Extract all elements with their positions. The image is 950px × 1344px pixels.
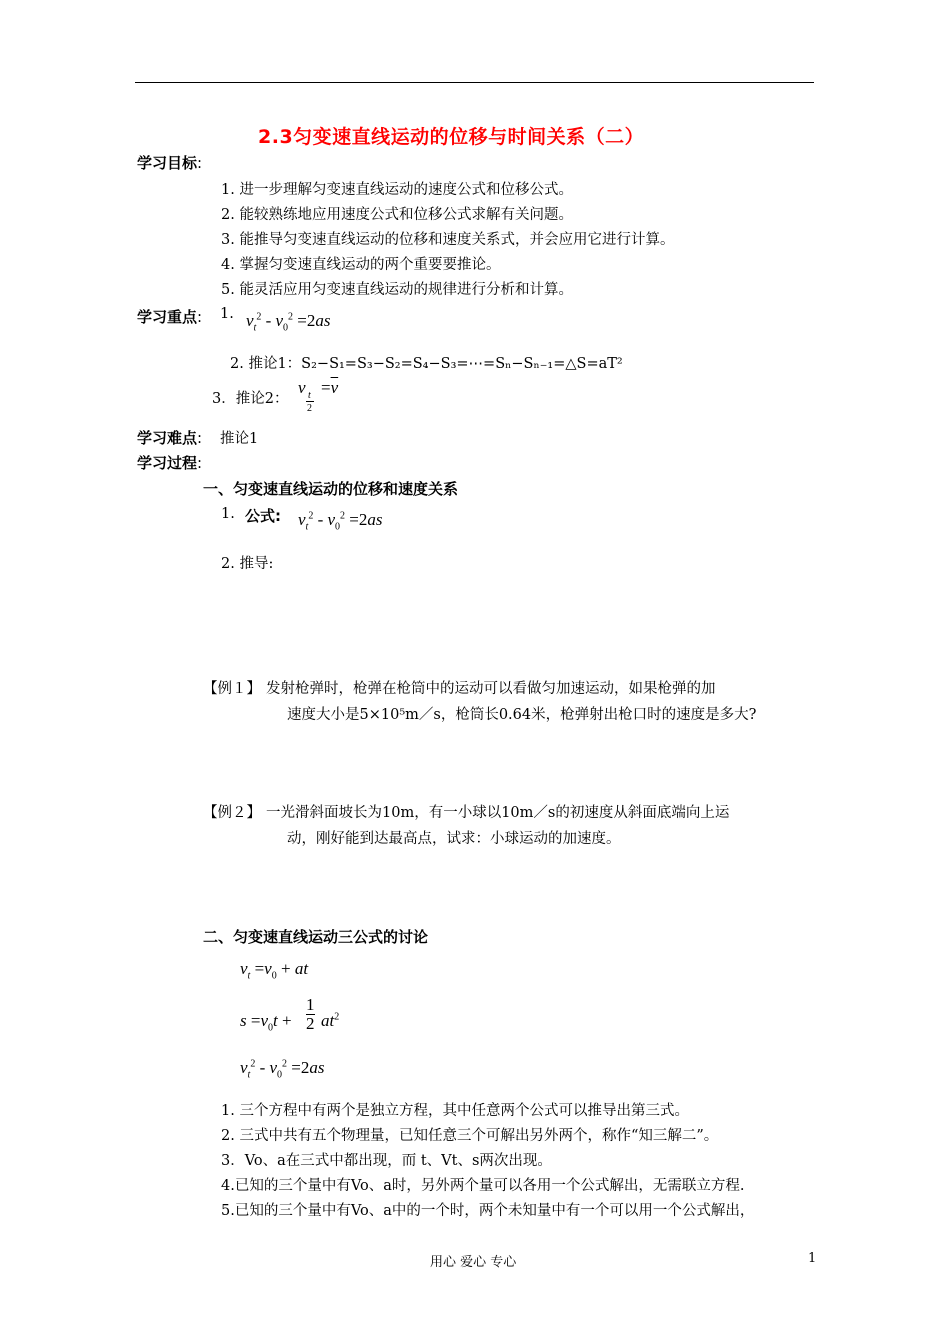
keypoint-1-formula: $v_t^2 - v_0^2 =2as$ [246, 311, 331, 334]
fraction-numerator: 1 [306, 995, 315, 1014]
section1-heading: 一、匀变速直线运动的位移和速度关系 [203, 480, 459, 498]
fraction-denominator: 2 [306, 1014, 315, 1033]
objectives-label: 学习目标 [137, 154, 198, 172]
keypoint-3-prefix: 3．推论2： [212, 391, 289, 407]
difficulty-colon: : [197, 429, 203, 447]
objective-item-4: 4. 掌握匀变速直线运动的两个重要要推论。 [221, 257, 501, 273]
example1-line2: 速度大小是5×10⁵m／s，枪筒长0.64米，枪弹射出枪口时的速度是多大? [287, 707, 757, 723]
process-heading [137, 452, 202, 473]
section1-item1-number: 1. [221, 506, 235, 522]
example2-line1: 一光滑斜面坡长为10m，有一小球以10m／s的初速度从斜面底端向上运 [266, 805, 730, 821]
keypoint-3-formula: v [298, 378, 306, 397]
section1-formula: $v_t^2 - v_0^2 =2as$ [298, 510, 383, 533]
discussion-point-2: 2. 三式中共有五个物理量，已知任意三个可解出另外两个，称作“知三解二”。 [221, 1128, 719, 1144]
keypoint-1-number: 1. [220, 306, 234, 322]
difficulty-label: 学习难点 [137, 429, 198, 447]
example2-line2: 动，刚好能到达最高点，试求：小球运动的加速度。 [287, 831, 621, 847]
process-colon: : [197, 454, 203, 472]
formula-displacement-tail: $at^2$ [321, 1011, 340, 1030]
discussion-point-1: 1. 三个方程中有两个是独立方程，其中任意两个公式可以推导出第三式。 [221, 1103, 689, 1119]
page-title: 2.3匀变速直线运动的位移与时间关系（二） [258, 126, 645, 148]
keypoint-2: 2. 推论1：S₂−S₁=S₃−S₂=S₄−S₃=⋯=Sₙ−Sₙ₋₁=△S=aT² [230, 356, 623, 372]
keypoint-3-subscript-t: t [308, 390, 311, 401]
header-rule [135, 82, 814, 83]
section1-formula-label: 公式: [245, 507, 281, 525]
example2-tag: 【例２】 [203, 805, 261, 821]
example1-line1: 发射枪弹时，枪弹在枪筒中的运动可以看做匀加速运动，如果枪弹的加 [266, 681, 716, 697]
keypoint-3-mean-v: $=\overline{v}$ [321, 378, 339, 397]
discussion-point-5: 5.已知的三个量中有Vo、a中的一个时，两个未知量中有一个可以用一个公式解出， [221, 1203, 755, 1219]
footer-page-number: 1 [808, 1251, 817, 1266]
keypoint-3-subscript-2: 2 [307, 403, 312, 414]
keypoints-label: 学习重点 [137, 308, 198, 326]
formula-displacement: $s =v_0t$ + [240, 1011, 292, 1034]
keypoint-3-fraction-bar [306, 401, 314, 402]
formula-velocity-displacement: $v_t^2 - v_0^2 =2as$ [240, 1058, 325, 1081]
discussion-point-3: 3．Vo、a在三式中都出现，而 t、Vt、s两次出现。 [221, 1153, 552, 1169]
keypoints-colon: : [197, 308, 203, 326]
objective-item-3: 3. 能推导匀变速直线运动的位移和速度关系式，并会应用它进行计算。 [221, 232, 675, 248]
difficulty-text: 推论1 [220, 431, 259, 447]
formula-displacement-fraction [306, 996, 315, 1033]
process-label: 学习过程 [137, 454, 198, 472]
discussion-point-4: 4.已知的三个量中有Vo、a时，另外两个量可以各用一个公式解出，无需联立方程. [221, 1178, 745, 1194]
difficulty-heading [137, 427, 202, 448]
objectives-heading [137, 152, 202, 173]
objective-item-5: 5. 能灵活应用匀变速直线运动的规律进行分析和计算。 [221, 282, 573, 298]
example1-tag: 【例１】 [203, 681, 261, 697]
section1-derivation: 2. 推导: [221, 556, 274, 572]
footer-center-text: 用心 爱心 专心 [430, 1255, 517, 1270]
objective-item-1: 1. 进一步理解匀变速直线运动的速度公式和位移公式。 [221, 182, 573, 198]
section2-heading: 二、匀变速直线运动三公式的讨论 [203, 928, 429, 946]
objectives-colon: : [197, 154, 203, 172]
formula-velocity: $v_t =v_0$ + at [240, 959, 309, 982]
keypoints-heading [137, 306, 202, 327]
objective-item-2: 2. 能较熟练地应用速度公式和位移公式求解有关问题。 [221, 207, 573, 223]
